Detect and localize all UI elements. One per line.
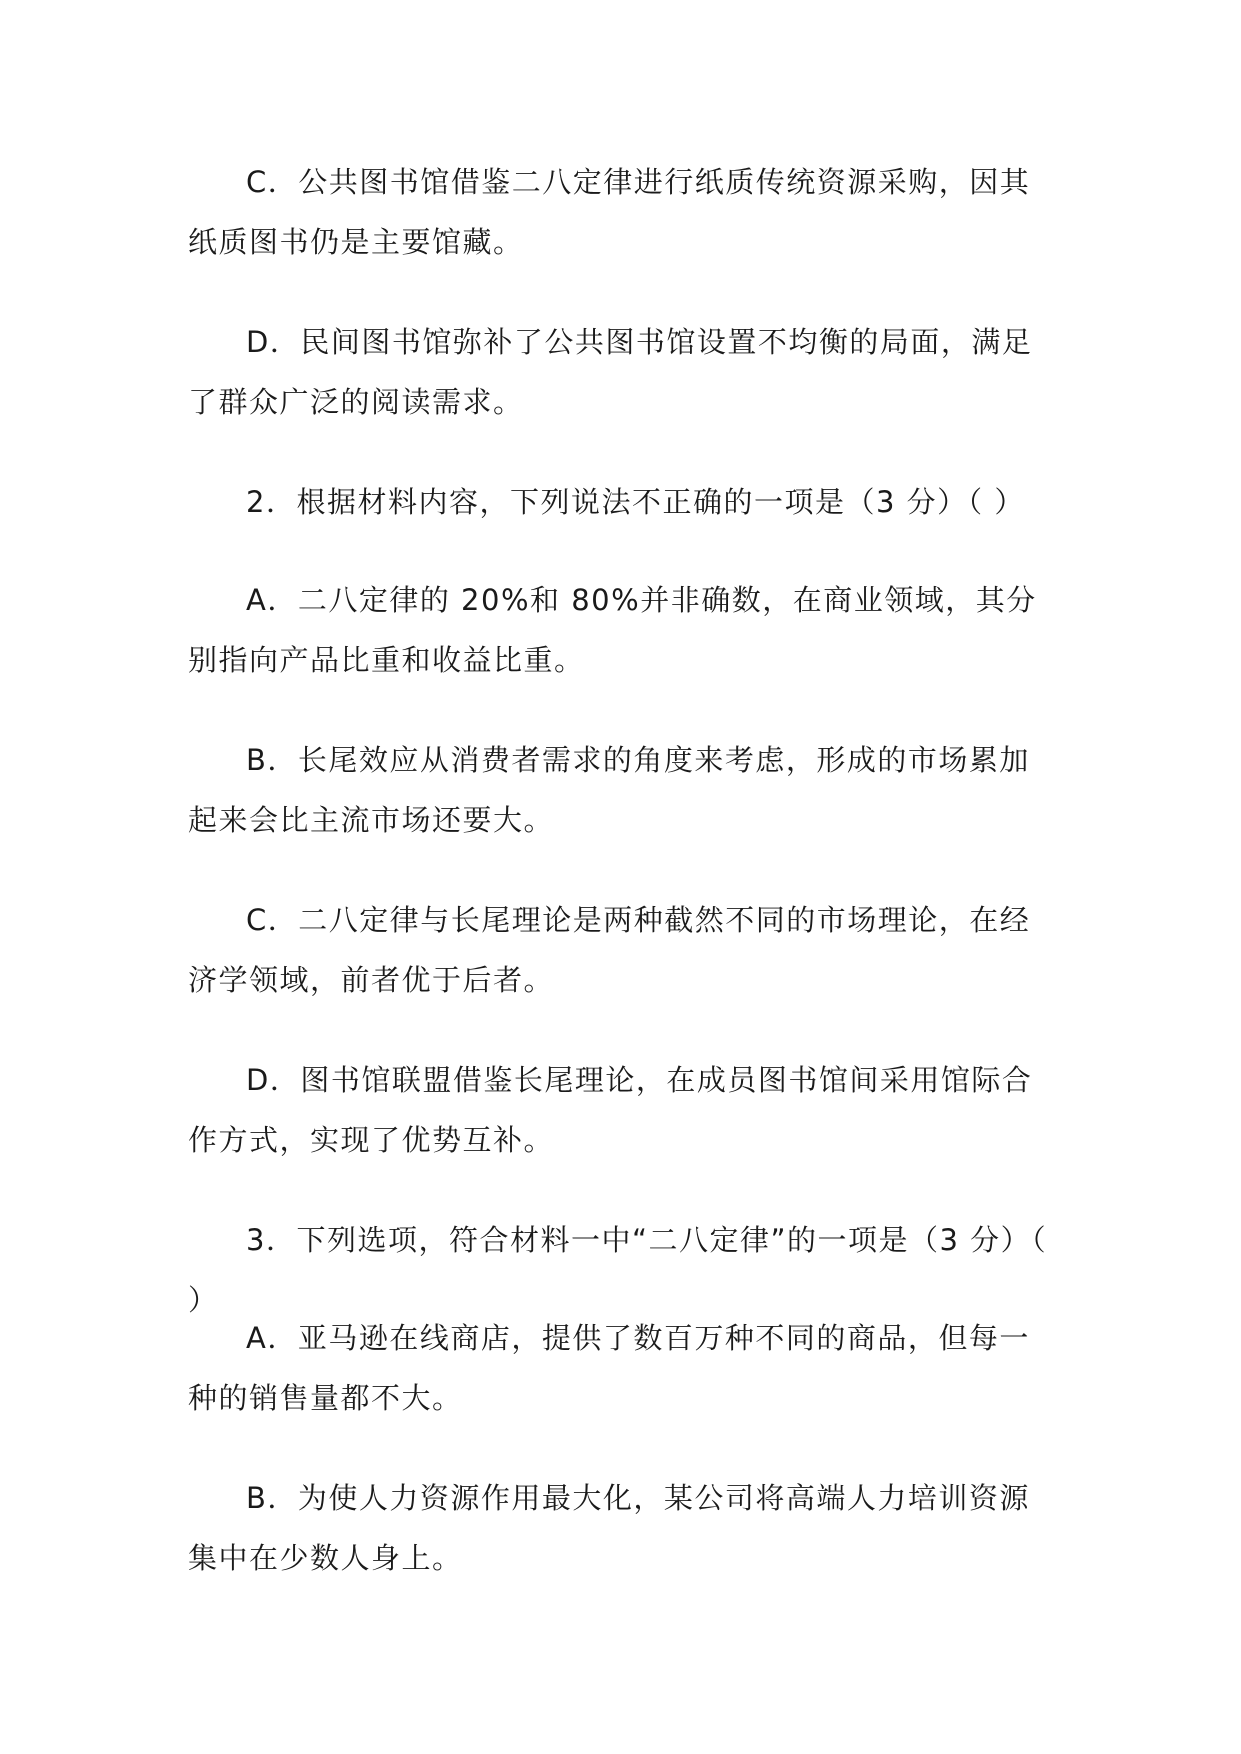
option-c-q1: C．公共图书馆借鉴二八定律进行纸质传统资源采购，因其纸质图书仍是主要馆藏。 (188, 165, 1031, 259)
option-b-q3: B．为使人力资源作用最大化，某公司将高端人力培训资源集中在少数人身上。 (188, 1481, 1030, 1575)
question-3: 3．下列选项，符合材料一中“二八定律”的一项是（3 分）（ ） (188, 1223, 1048, 1317)
option-d-q2: D．图书馆联盟借鉴长尾理论，在成员图书馆间采用馆际合作方式，实现了优势互补。 (188, 1063, 1033, 1157)
option-c-q2: C．二八定律与长尾理论是两种截然不同的市场理论，在经济学领域，前者优于后者。 (188, 903, 1031, 997)
option-a-q2: A．二八定律的 20%和 80%并非确数，在商业领域，其分别指向产品比重和收益比重。 (188, 583, 1037, 677)
option-b-q2: B．长尾效应从消费者需求的角度来考虑，形成的市场累加起来会比主流市场还要大。 (188, 743, 1030, 837)
option-a-q3: A．亚马逊在线商店，提供了数百万种不同的商品，但每一种的销售量都不大。 (188, 1321, 1030, 1415)
option-d-q1: D．民间图书馆弥补了公共图书馆设置不均衡的局面，满足了群众广泛的阅读需求。 (188, 325, 1033, 419)
question-2: 2．根据材料内容，下列说法不正确的一项是（3 分）（ ） (246, 485, 1025, 519)
